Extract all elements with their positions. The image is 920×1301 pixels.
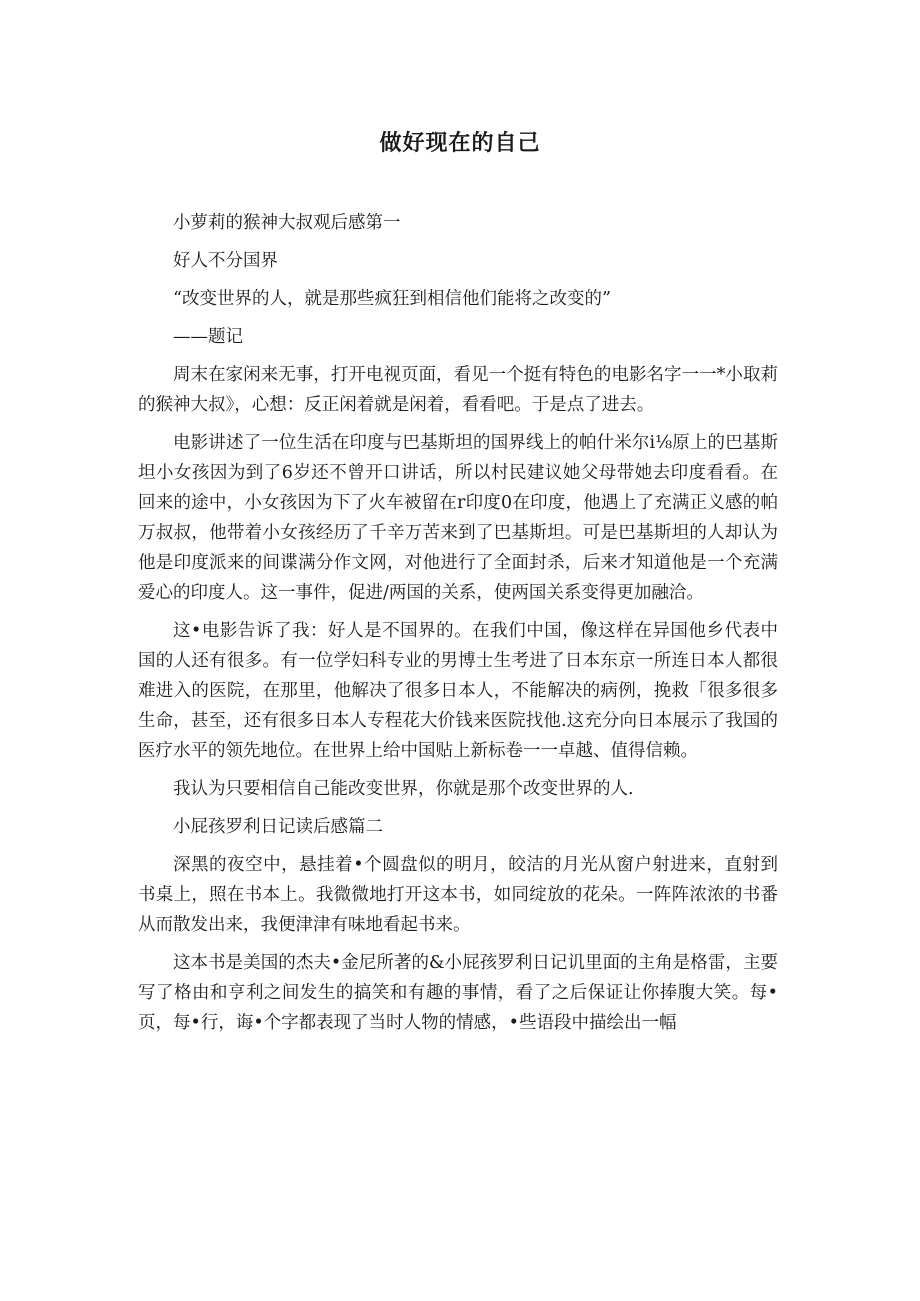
document-body xyxy=(138,208,778,1046)
body-paragraph: 深黑的夜空中，悬挂着•个圆盘似的明月，皎洁的月光从窗户射进来，直射到书桌上，照在书本上。我微微地打开这本书，如同绽放的花朵。一阵阵浓浓的书番从而散发出来，我便津津有味地看起书来。 xyxy=(138,855,778,935)
body-paragraph: 我认为只要相信自己能改变世界，你就是那个改变世界的人. xyxy=(173,779,634,799)
section-heading: 小屁孩罗利日记读后感篇二 xyxy=(173,817,383,837)
body-paragraph: 周末在家闲来无事，打开电视页面，看见一个挺有特色的电影名字一一*小取莉的猴神大叔》，心想：反正闲着就是闲着，看看吧。于是点了进去。 xyxy=(138,365,778,415)
section-heading: 小萝莉的猴神大叔观后感第一 xyxy=(173,213,401,233)
subtitle: 好人不分国界 xyxy=(173,251,278,271)
epigraph-attribution: ——题记 xyxy=(173,327,243,347)
epigraph-quote: “改变世界的人，就是那些疯狂到相信他们能将之改变的” xyxy=(173,289,611,309)
body-paragraph: 这本书是美国的杰夫•金尼所著的&小屁孩罗利日记讥里面的主角是格雷，主要写了格由和亨利之间发生的搞笑和有趣的事情，看了之后保证让你捧腹大笑。每•页，每•行，诲•个字都表现了当时人物的情感，•些语段中描绘出一幅 xyxy=(138,953,778,1033)
body-paragraph: 这•电影告诉了我：好人是不国界的。在我们中国，像这样在异国他乡代表中国的人还有很多。有一位学妇科专业的男博士生考进了日本东京一所连日本人都很难进入的医院，在那里，他解决了很多日本人，不能解决的病例，挽救「很多很多生命，甚至，还有很多日本人专程花大价钱来医院找他.这充分向日本展示了我国的医疗水平的领先地位。在世界上给中国贴上新标卷一一卓越、值得信赖。 xyxy=(138,621,778,761)
body-paragraph: 电影讲述了一位生活在印度与巴基斯坦的国界线上的帕什米尔i⅛原上的巴基斯坦小女孩因为到了6岁还不曾开口讲话，所以村民建议她父母带她去印度看看。在回来的途中，小女孩因为下了火车被留在r印度0在印度，他遇上了充满正义感的帕万叔叔，他带着小女孩经历了千辛万苦来到了巴基斯坦。可是巴基斯坦的人却认为他是印度派来的间谍满分作文网，对他进行了全面封杀，后来才知道他是一个充满爱心的印度人。这一事件，促进/两国的关系，使两国关系变得更加融洽。 xyxy=(138,433,778,603)
document-title: 做好现在的自己 xyxy=(379,131,541,156)
